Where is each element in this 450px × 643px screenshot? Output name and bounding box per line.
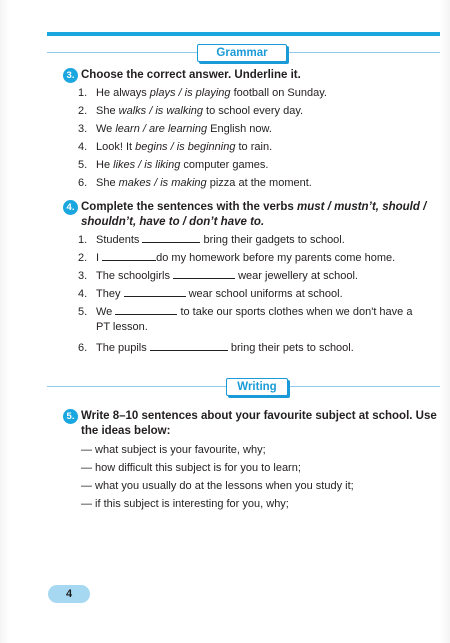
list-item: 5. We to take our sports clothes when we don't have a [78,303,412,318]
list-item: 2. She walks / is walking to school every day. [78,105,304,117]
task-4-number: 4. [63,200,78,215]
list-item: 2. I do my homework before my parents come home. [78,249,395,264]
task-4-instruction: 4. Complete the sentences with the verbs must / mustn’t, should / shouldn’t, have to / don’t have to. [63,200,443,230]
answer-blank[interactable] [124,285,186,297]
top-accent-bar [47,32,440,36]
list-item: 6. The pupils bring their pets to school. [78,339,354,354]
task-3-instruction [63,68,448,83]
list-item: 5. He likes / is liking computer games. [78,159,269,171]
grammar-section-label: Grammar [197,44,287,62]
list-item: 1. He always plays / is playing football on Sunday. [78,87,327,99]
list-item: — if this subject is interesting for you, why; [81,498,289,510]
list-item-continuation: PT lesson. [96,321,148,333]
answer-blank[interactable] [142,231,200,243]
writing-section-label: Writing [226,378,288,396]
answer-blank[interactable] [115,303,177,315]
list-item: 3. We learn / are learning English now. [78,123,272,135]
task-5-number: 5. [63,409,78,424]
task-5-instruction: 5. Write 8–10 sentences about your favourite subject at school. Use the ideas below: [63,409,443,439]
list-item: 1. Students bring their gadgets to school. [78,231,345,246]
answer-blank[interactable] [173,267,235,279]
list-item: — how difficult this subject is for you to learn; [81,462,301,474]
page-number-badge: 4 [48,585,90,603]
answer-blank[interactable] [102,249,156,261]
list-item: 4. Look! It begins / is beginning to rain. [78,141,273,153]
list-item: — what subject is your favourite, why; [81,444,266,456]
list-item: — what you usually do at the lessons when you study it; [81,480,354,492]
task-3-text: Choose the correct answer. Underline it. [81,69,301,81]
answer-blank[interactable] [150,339,228,351]
list-item: 3. The schoolgirls wear jewellery at school. [78,267,358,282]
list-item: 4. They wear school uniforms at school. [78,285,343,300]
list-item: 6. She makes / is making pizza at the moment. [78,177,312,189]
task-3-number: 3. [63,68,78,83]
